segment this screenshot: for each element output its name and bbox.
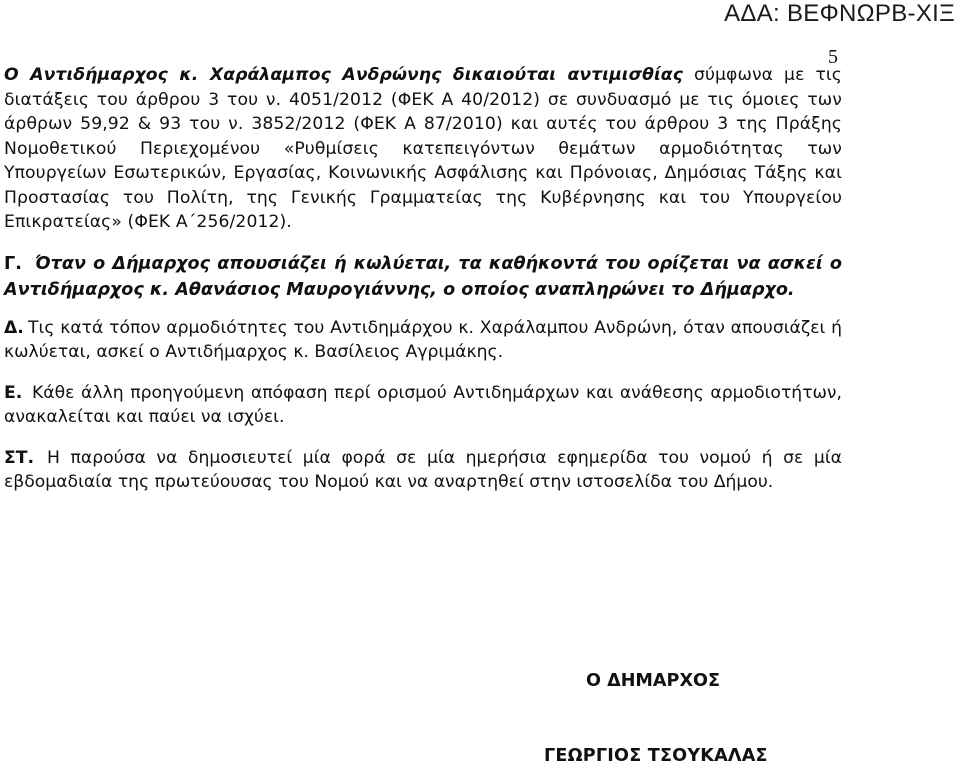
- signature-title: Ο ΔΗΜΑΡΧΟΣ: [586, 671, 720, 691]
- ada-code: ΑΔΑ: ΒΕΦΝΩΡΒ-ΧΙΞ: [724, 0, 955, 27]
- section-st-text: Η παρούσα να δημοσιευτεί μία φορά σε μία ημερήσια εφημερίδα του νομού ή σε μία εβδομαδιαία της πρωτεύουσας του Νομού και να αναρτηθεί στην ιστοσελίδα του Δήμου.: [4, 447, 842, 492]
- section-d-label: Δ.: [4, 317, 24, 338]
- document-body: [4, 63, 842, 495]
- section-g-label: Γ.: [4, 253, 22, 274]
- section-g: [4, 251, 842, 303]
- section-st-label: ΣΤ.: [4, 447, 34, 468]
- signature-name: ΓΕΩΡΓΙΟΣ ΤΣΟΥΚΑΛΑΣ: [544, 746, 768, 766]
- section-d-text: Τις κατά τόπον αρμοδιότητες του Αντιδημάρχου κ. Χαράλαμπου Ανδρώνη, όταν απουσιάζει ή κωλύεται, ασκεί ο Αντιδήμαρχος κ. Βασίλειος Αγριμάκης.: [4, 317, 842, 362]
- section-e: [4, 381, 842, 430]
- section-d: [4, 316, 842, 365]
- section-st: [4, 446, 842, 495]
- section-e-label: Ε.: [4, 382, 23, 403]
- section-g-text: Όταν ο Δήμαρχος απουσιάζει ή κωλύεται, τα καθήκοντά του ορίζεται να ασκεί ο Αντιδήμαρχος κ. Αθανάσιος Μαυρογιάννης, ο οποίος αναπληρώνει το Δήμαρχο.: [4, 253, 842, 300]
- page-number: 5: [828, 46, 838, 68]
- paragraph-deputy-mayor-compensation: [4, 63, 842, 235]
- paragraph-intro-bold: Ο Αντιδήμαρχος κ. Χαράλαμπος Ανδρώνης δικαιούται αντιμισθίας: [4, 65, 683, 85]
- section-e-text: Κάθε άλλη προηγούμενη απόφαση περί ορισμού Αντιδημάρχων και ανάθεσης αρμοδιοτήτων, ανακαλείται και παύει να ισχύει.: [4, 382, 842, 427]
- paragraph-body: σύμφωνα με τις διατάξεις του άρθρου 3 του ν. 4051/2012 (ΦΕΚ Α 40/2012) σε συνδυασμό με τις όμοιες των άρθρων 59,92 & 93 του ν. 3852/2012 (ΦΕΚ Α 87/2010) και αυτές του άρθρου 3 της Πράξης Νομοθετικού Περιεχομένου «Ρυθμίσεις κατεπειγόντων θεμάτων αρμοδιότητας των Υπουργείων Εσωτερικών, Εργασίας, Κοινωνικής Ασφάλισης και Πρόνοιας, Δημόσιας Τάξης και Προστασίας του Πολίτη, της Γενικής Γραμματείας της Κυβέρνησης και του Υπουργείου Επικρατείας» (ΦΕΚ Α΄256/2012).: [4, 65, 842, 232]
